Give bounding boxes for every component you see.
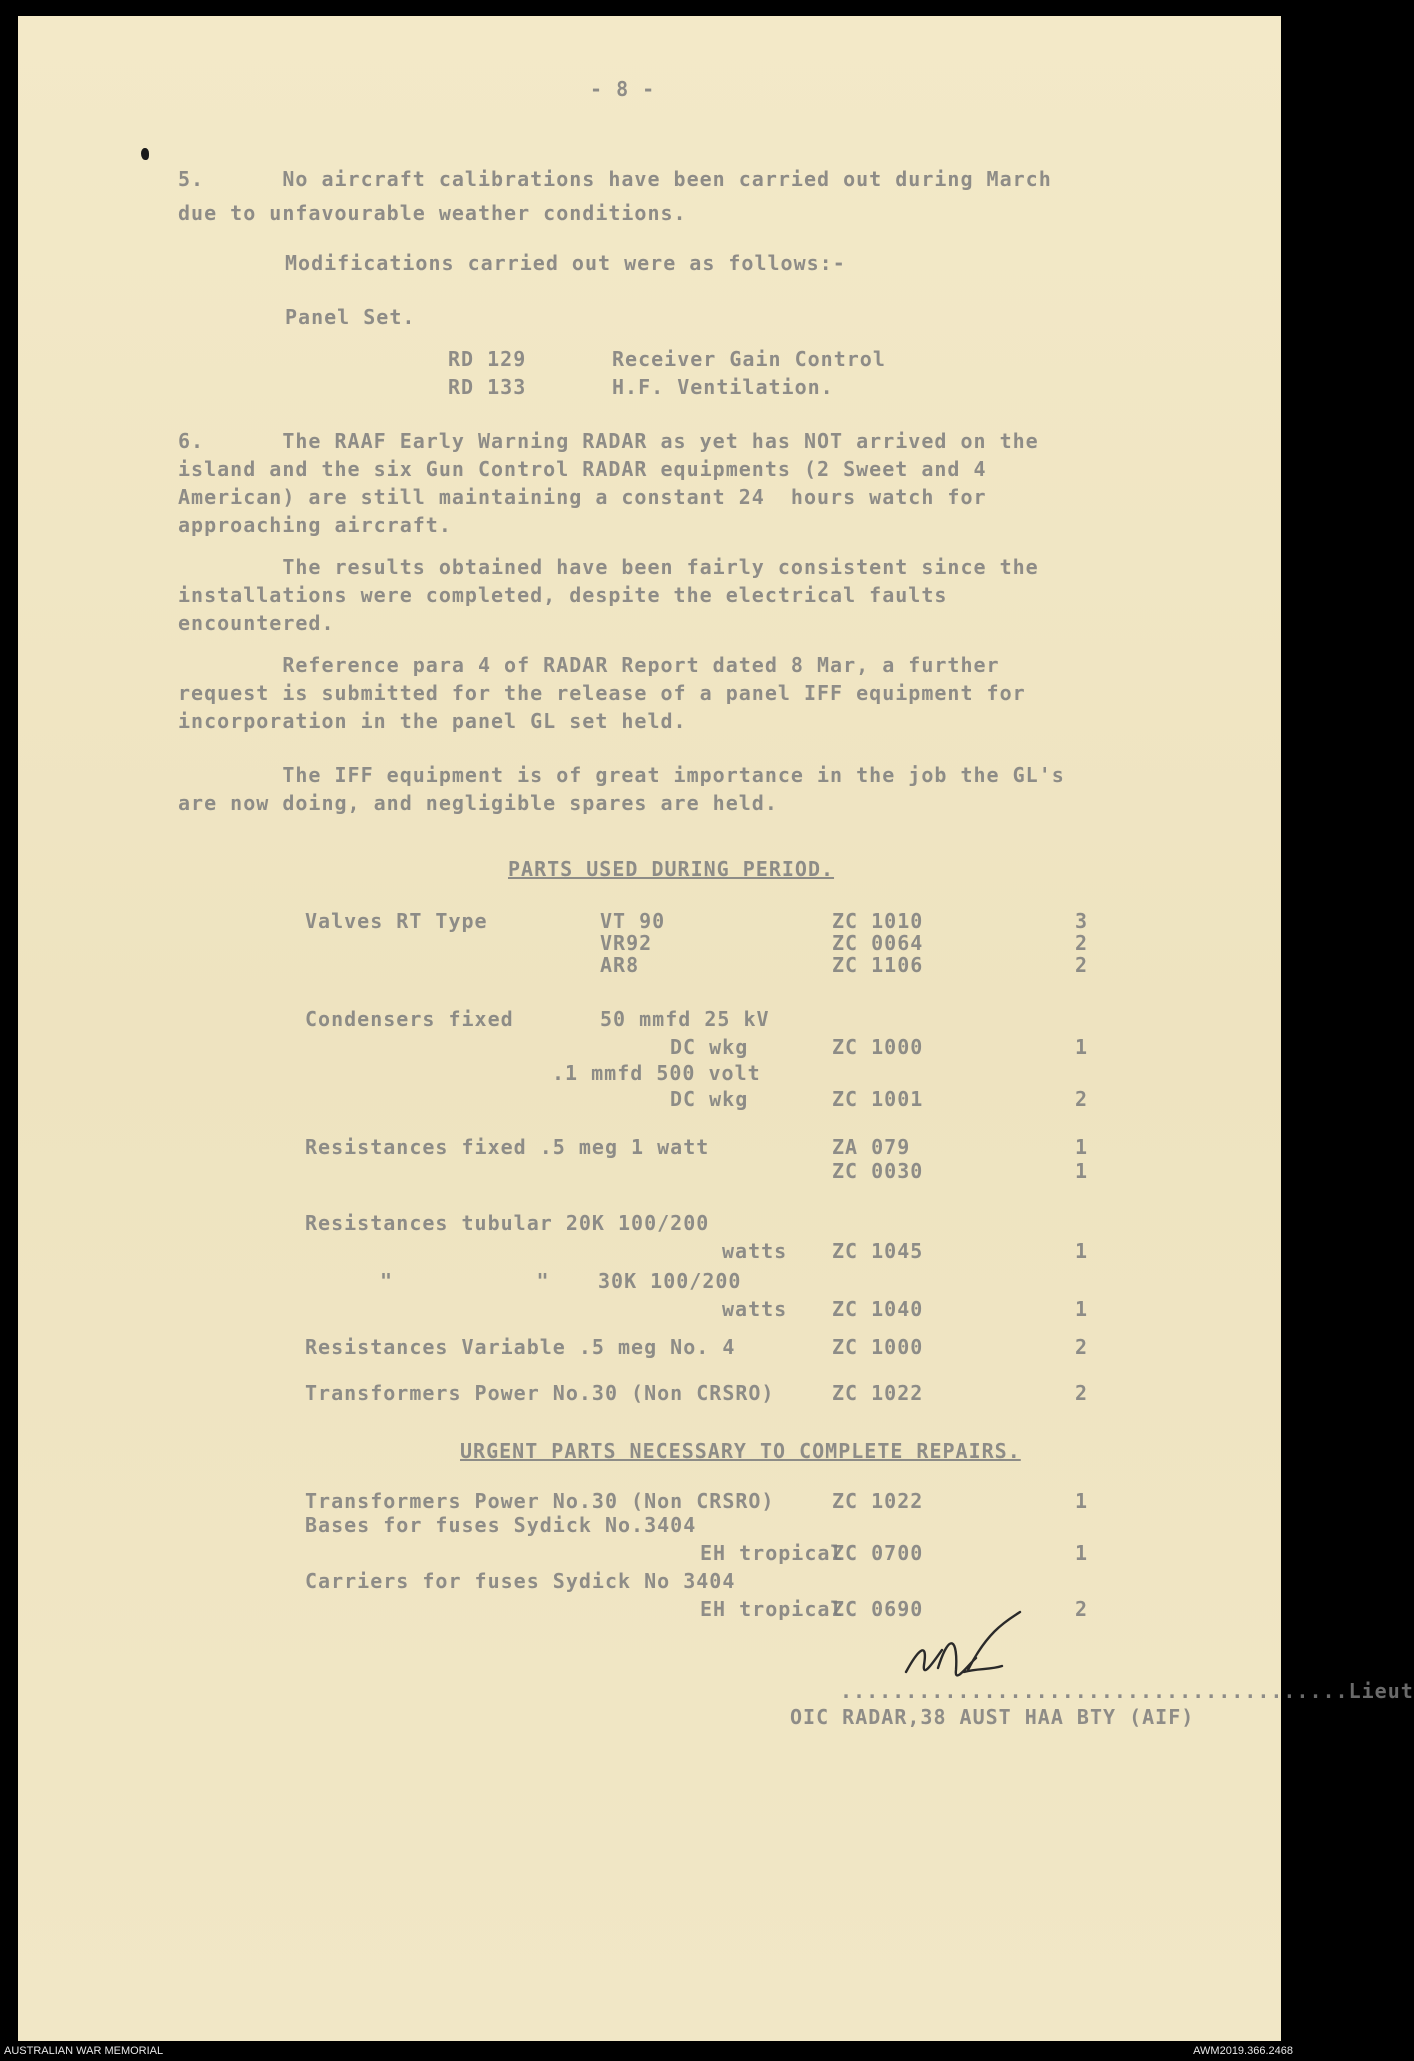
parts-used-item: Valves RT Type (305, 909, 488, 933)
parts-used-qty: 3 (1075, 909, 1089, 933)
paragraph-9-line-1: The IFF equipment is of great importance in the job the GL's (178, 763, 1065, 787)
parts-used-qty: 1 (1075, 1159, 1089, 1183)
parts-used-spec: AR8 (600, 953, 640, 977)
parts-used-qty: 2 (1075, 953, 1089, 977)
parts-used-item: Transformers Power No.30 (Non CRSRO) (305, 1381, 775, 1405)
parts-used-ref: ZC 1045 (832, 1239, 924, 1263)
urgent-parts-spec: EH tropical (700, 1597, 844, 1621)
parts-used-ref: ZA 079 (832, 1135, 911, 1159)
urgent-parts-item: Bases for fuses Sydick No.3404 (305, 1513, 697, 1537)
parts-used-ref: ZC 0064 (832, 931, 924, 955)
parts-used-item: Resistances Variable .5 meg No. 4 (305, 1335, 736, 1359)
mod-2-description: H.F. Ventilation. (612, 375, 834, 399)
paragraph-5-line-1: 5. No aircraft calibrations have been carried out during March (178, 167, 1052, 191)
modifications-intro: Modifications carried out were as follows:- (285, 251, 846, 275)
parts-used-heading: PARTS USED DURING PERIOD. (508, 857, 835, 881)
parts-used-item: Resistances tubular 20K 100/200 (305, 1211, 710, 1235)
parts-used-qty: 2 (1075, 1381, 1089, 1405)
parts-used-qty: 2 (1075, 931, 1089, 955)
mod-2-code: RD 133 (448, 375, 527, 399)
parts-used-spec: DC wkg (670, 1087, 749, 1111)
parts-used-ref: ZC 0030 (832, 1159, 924, 1183)
parts-used-ref: ZC 1010 (832, 909, 924, 933)
urgent-parts-ref: ZC 1022 (832, 1489, 924, 1513)
parts-used-ref: ZC 1000 (832, 1035, 924, 1059)
parts-used-item: " " (380, 1269, 550, 1293)
paragraph-8-line-1: Reference para 4 of RADAR Report dated 8 Mar, a further (178, 653, 1000, 677)
parts-used-ref: ZC 1106 (832, 953, 924, 977)
urgent-parts-heading: URGENT PARTS NECESSARY TO COMPLETE REPAIRS. (460, 1439, 1021, 1463)
parts-used-qty: 1 (1075, 1297, 1089, 1321)
parts-used-spec: watts (722, 1239, 788, 1263)
parts-used-qty: 1 (1075, 1239, 1089, 1263)
signature-line: .......................................Lieut (840, 1679, 1414, 1703)
parts-used-spec: VT 90 (600, 909, 666, 933)
paragraph-8-line-2: request is submitted for the release of a panel IFF equipment for (178, 681, 1026, 705)
footer-institution: AUSTRALIAN WAR MEMORIAL (4, 2045, 164, 2057)
parts-used-ref: ZC 1040 (832, 1297, 924, 1321)
urgent-parts-qty: 1 (1075, 1541, 1089, 1565)
mod-1-description: Receiver Gain Control (612, 347, 886, 371)
footer-accession-number: AWM2019.366.2468 (1193, 2045, 1293, 2057)
paragraph-6-line-3: American) are still maintaining a constant 24 hours watch for (178, 485, 987, 509)
parts-used-spec: DC wkg (670, 1035, 749, 1059)
paragraph-7-line-1: The results obtained have been fairly consistent since the (178, 555, 1039, 579)
paragraph-6-line-1: 6. The RAAF Early Warning RADAR as yet has NOT arrived on the (178, 429, 1039, 453)
parts-used-ref: ZC 1000 (832, 1335, 924, 1359)
ink-spot (141, 148, 149, 160)
parts-used-spec: VR92 (600, 931, 653, 955)
signature-title: OIC RADAR,38 AUST HAA BTY (AIF) (790, 1705, 1195, 1729)
urgent-parts-qty: 2 (1075, 1597, 1089, 1621)
urgent-parts-item: Transformers Power No.30 (Non CRSRO) (305, 1489, 775, 1513)
parts-used-qty: 1 (1075, 1135, 1089, 1159)
parts-used-qty: 2 (1075, 1087, 1089, 1111)
urgent-parts-ref: ZC 0690 (832, 1597, 924, 1621)
parts-used-ref: ZC 1001 (832, 1087, 924, 1111)
paragraph-7-line-3: encountered. (178, 611, 335, 635)
paragraph-5-line-2: due to unfavourable weather conditions. (178, 201, 687, 225)
urgent-parts-qty: 1 (1075, 1489, 1089, 1513)
parts-used-item: Resistances fixed .5 meg 1 watt (305, 1135, 710, 1159)
mod-1-code: RD 129 (448, 347, 527, 371)
panel-set-heading: Panel Set. (285, 305, 416, 329)
parts-used-spec: 50 mmfd 25 kV (600, 1007, 770, 1031)
paragraph-6-line-2: island and the six Gun Control RADAR equipments (2 Sweet and 4 (178, 457, 987, 481)
page-number: - 8 - (590, 77, 656, 101)
footer-bar (0, 2041, 1299, 2061)
parts-used-spec: .1 mmfd 500 volt (552, 1061, 761, 1085)
parts-used-item: Condensers fixed (305, 1007, 514, 1031)
parts-used-qty: 2 (1075, 1335, 1089, 1359)
urgent-parts-spec: EH tropical (700, 1541, 844, 1565)
paragraph-7-line-2: installations were completed, despite the electrical faults (178, 583, 948, 607)
paragraph-9-line-2: are now doing, and negligible spares are held. (178, 791, 778, 815)
parts-used-qty: 1 (1075, 1035, 1089, 1059)
paragraph-6-line-4: approaching aircraft. (178, 513, 452, 537)
parts-used-spec: watts (722, 1297, 788, 1321)
urgent-parts-item: Carriers for fuses Sydick No 3404 (305, 1569, 736, 1593)
parts-used-ref: ZC 1022 (832, 1381, 924, 1405)
urgent-parts-ref: ZC 0700 (832, 1541, 924, 1565)
paragraph-8-line-3: incorporation in the panel GL set held. (178, 709, 687, 733)
parts-used-spec: 30K 100/200 (598, 1269, 742, 1293)
